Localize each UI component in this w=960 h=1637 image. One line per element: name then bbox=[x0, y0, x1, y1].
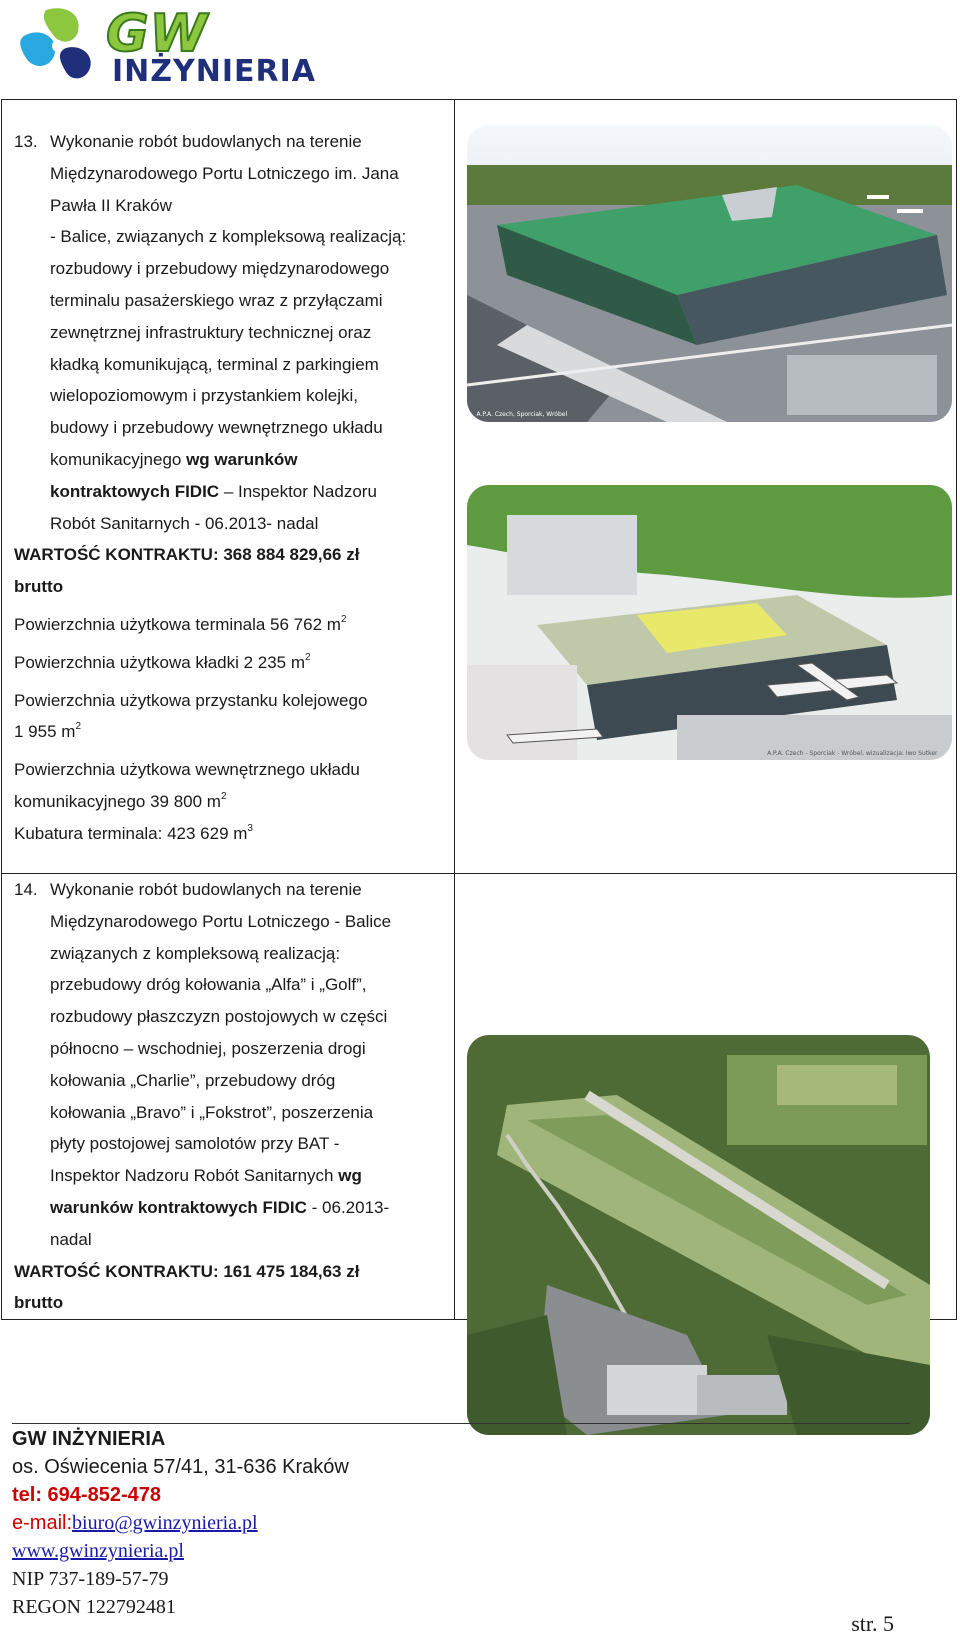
logo-mark-icon bbox=[8, 4, 104, 88]
footer bbox=[12, 1425, 912, 1621]
description-text: Inspektor Nadzoru Robót Sanitarnych bbox=[50, 1166, 339, 1186]
image-caption: A.P.A. Czech - Sporciak - Wróbel, wizualizacja: Iwo Sutker bbox=[767, 749, 938, 757]
superscript: 2 bbox=[340, 613, 347, 625]
stat-text: Kubatura terminala: 423 629 m bbox=[14, 823, 248, 843]
description-line: Wykonanie robót budowlanych na terenie bbox=[50, 880, 362, 899]
stat-text: Powierzchnia użytkowa przystanku kolejowego bbox=[14, 690, 368, 710]
description-text: - 06.2013- bbox=[306, 1197, 390, 1217]
description-bold-text: warunków kontraktowych FIDIC bbox=[50, 1197, 307, 1217]
stat-text: Powierzchnia użytkowa terminala 56 762 m bbox=[14, 614, 341, 634]
superscript: 2 bbox=[75, 721, 81, 733]
stat-footbridge-area bbox=[14, 647, 444, 679]
description-bold-text: kontraktowych FIDIC bbox=[50, 481, 220, 501]
contract-value: WARTOŚĆ KONTRAKTU: 368 884 829,66 zł bbox=[14, 545, 360, 565]
footer-email-link[interactable]: biuro@gwinzynieria.pl bbox=[72, 1512, 258, 1534]
description-line bbox=[50, 444, 444, 476]
item-number: 14. bbox=[14, 880, 38, 899]
description-line: Wykonanie robót budowlanych na terenie bbox=[50, 132, 362, 151]
description-line: związanych z kompleksową realizacją: bbox=[50, 943, 341, 963]
superscript: 2 bbox=[220, 790, 227, 802]
row-13-text-cell bbox=[2, 100, 455, 874]
item-14-description bbox=[14, 874, 444, 1256]
row-13-image-cell bbox=[455, 100, 957, 874]
description-line bbox=[50, 1192, 444, 1224]
description-line: Pawła II Kraków bbox=[50, 195, 172, 215]
description-line: Międzynarodowego Portu Lotniczego - Balice bbox=[50, 911, 392, 931]
description-line: kołowania „Bravo” i „Fokstrot”, poszerzenia bbox=[50, 1102, 374, 1122]
description-line: - Balice, związanych z kompleksową realizacją: bbox=[50, 227, 407, 247]
item-number: 13. bbox=[14, 132, 38, 151]
description-bold-text: wg warunków bbox=[186, 449, 298, 469]
description-text: – Inspektor Nadzoru bbox=[219, 481, 377, 501]
description-line: kołowania „Charlie”, przebudowy dróg bbox=[50, 1070, 336, 1090]
contract-value-suffix: brutto bbox=[14, 1293, 64, 1313]
stat-text: Powierzchnia użytkowa kładki 2 235 m bbox=[14, 652, 306, 672]
footer-website-link[interactable]: www.gwinzynieria.pl bbox=[12, 1540, 184, 1562]
description-line: Robót Sanitarnych - 06.2013- nadal bbox=[50, 513, 319, 533]
item-13-description bbox=[14, 126, 444, 539]
page-number: str. 5 bbox=[851, 1611, 894, 1636]
contracts-table bbox=[1, 99, 957, 1320]
description-line bbox=[50, 476, 444, 508]
description-line: północno – wschodniej, poszerzenia drogi bbox=[50, 1038, 366, 1058]
footer-email-label: e-mail: bbox=[12, 1512, 73, 1534]
image-caption: A.P.A. Czech, Sporciak, Wróbel bbox=[476, 410, 568, 418]
stat-terminal-area bbox=[14, 609, 444, 641]
description-line: płyty postojowej samolotów przy BAT - bbox=[50, 1134, 340, 1154]
stat-text: komunikacyjnego 39 800 m bbox=[14, 791, 221, 811]
airport-aerial-photo-icon bbox=[467, 1035, 930, 1435]
stat-text: Powierzchnia użytkowa wewnętrznego układu bbox=[14, 760, 360, 780]
description-line: budowy i przebudowy wewnętrznego układu bbox=[50, 418, 383, 438]
description-line: terminalu pasażerskiego wraz z przyłączami bbox=[50, 290, 383, 310]
table-row bbox=[2, 100, 957, 874]
table-row bbox=[2, 874, 957, 1320]
footer-nip: NIP 737-189-57-79 bbox=[12, 1568, 169, 1590]
terminal-rendering-icon bbox=[467, 125, 952, 422]
description-line bbox=[50, 1160, 444, 1192]
footer-email-line bbox=[12, 1509, 912, 1537]
description-line: Międzynarodowego Portu Lotniczego im. Jana bbox=[50, 163, 399, 183]
stat-terminal-volume bbox=[14, 818, 444, 850]
stat-internal-roads-area bbox=[14, 754, 444, 818]
superscript: 3 bbox=[247, 822, 253, 834]
superscript: 2 bbox=[305, 651, 311, 663]
description-bold-text: wg bbox=[338, 1166, 362, 1186]
footer-address: os. Oświecenia 57/41, 31-636 Kraków bbox=[12, 1456, 349, 1478]
description-text: komunikacyjnego bbox=[50, 449, 187, 469]
contract-value: WARTOŚĆ KONTRAKTU: 161 475 184,63 zł bbox=[14, 1261, 360, 1281]
stat-rail-stop-area bbox=[14, 685, 444, 749]
footer-regon: REGON 122792481 bbox=[12, 1596, 176, 1618]
row-14-image-cell bbox=[455, 874, 957, 1320]
description-line: kładką komunikującą, terminal z parkingiem bbox=[50, 354, 379, 374]
footer-phone: tel: 694-852-478 bbox=[12, 1484, 161, 1506]
stat-text: 1 955 m bbox=[14, 722, 76, 742]
description-line: rozbudowy płaszczyzn postojowych w części bbox=[50, 1007, 388, 1027]
terminal-apron-rendering-icon bbox=[467, 485, 952, 760]
company-logo bbox=[8, 4, 328, 88]
row-14-text-cell bbox=[2, 874, 455, 1320]
description-line: zewnętrznej infrastruktury technicznej oraz bbox=[50, 322, 372, 342]
description-line: przebudowy dróg kołowania „Alfa” i „Golf”, bbox=[50, 975, 367, 995]
footer-company-name: GW INŻYNIERIA bbox=[12, 1428, 166, 1450]
description-line: rozbudowy i przebudowy międzynarodowego bbox=[50, 259, 390, 279]
logo-name-text: INŻYNIERIA bbox=[112, 54, 316, 89]
description-line: nadal bbox=[50, 1229, 92, 1249]
logo-gw-text: GW bbox=[106, 4, 209, 64]
description-line: wielopoziomowym i przystankiem kolejki, bbox=[50, 386, 358, 406]
contract-value-suffix: brutto bbox=[14, 577, 64, 597]
footer-divider bbox=[12, 1423, 910, 1424]
